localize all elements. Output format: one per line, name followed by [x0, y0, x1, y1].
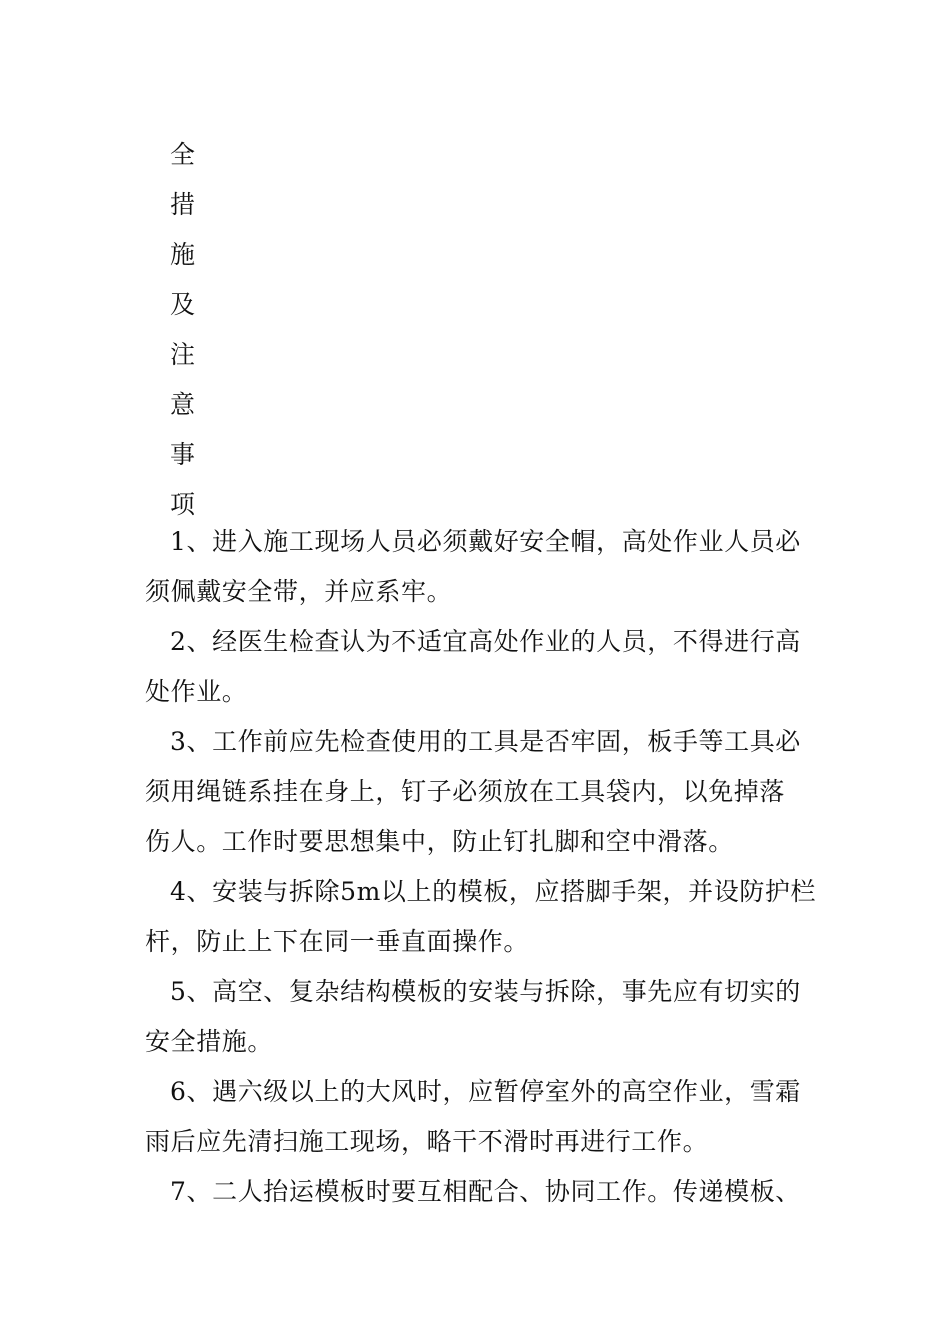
list-item — [145, 867, 817, 967]
title-char: 意 — [170, 390, 196, 419]
title-char: 全 — [170, 140, 196, 169]
list-item — [145, 1067, 810, 1167]
item-line: 1、进入施工现场人员必须戴好安全帽，高处作业人员必 — [170, 527, 801, 556]
item-line: 须用绳链系挂在身上，钉子必须放在工具袋内，以免掉落 — [145, 777, 786, 806]
item-line: 安全措施。 — [145, 1027, 274, 1056]
title-char: 项 — [170, 490, 196, 519]
item-line: 处作业。 — [145, 677, 248, 706]
item-line: 伤人。工作时要思想集中，防止钉扎脚和空中滑落。 — [145, 827, 734, 856]
list-item — [145, 517, 810, 617]
item-line: 6、遇六级以上的大风时，应暂停室外的高空作业，雪霜 — [170, 1077, 801, 1106]
title-char: 注 — [170, 340, 196, 369]
list-item — [145, 1167, 810, 1217]
item-line: 2、经医生检查认为不适宜高处作业的人员，不得进行高 — [170, 627, 801, 656]
list-item — [145, 967, 810, 1067]
item-line: 3、工作前应先检查使用的工具是否牢固，板手等工具必 — [170, 727, 801, 756]
item-line: 须佩戴安全带，并应系牢。 — [145, 577, 453, 606]
item-line: 7、二人抬运模板时要互相配合、协同工作。传递模板、 — [170, 1177, 801, 1206]
safety-measures-list — [145, 517, 817, 1217]
title-char: 施 — [170, 240, 196, 269]
title-char: 及 — [170, 290, 196, 319]
item-line: 雨后应先清扫施工现场，略干不滑时再进行工作。 — [145, 1127, 709, 1156]
vertical-section-title — [170, 130, 210, 530]
item-line: 4、安装与拆除5m以上的模板，应搭脚手架，并设防护栏 — [170, 877, 817, 906]
title-char: 事 — [170, 440, 196, 469]
title-char: 措 — [170, 190, 196, 219]
list-item — [145, 717, 810, 867]
list-item — [145, 617, 810, 717]
item-line: 5、高空、复杂结构模板的安装与拆除，事先应有切实的 — [170, 977, 801, 1006]
item-line: 杆，防止上下在同一垂直面操作。 — [145, 927, 530, 956]
